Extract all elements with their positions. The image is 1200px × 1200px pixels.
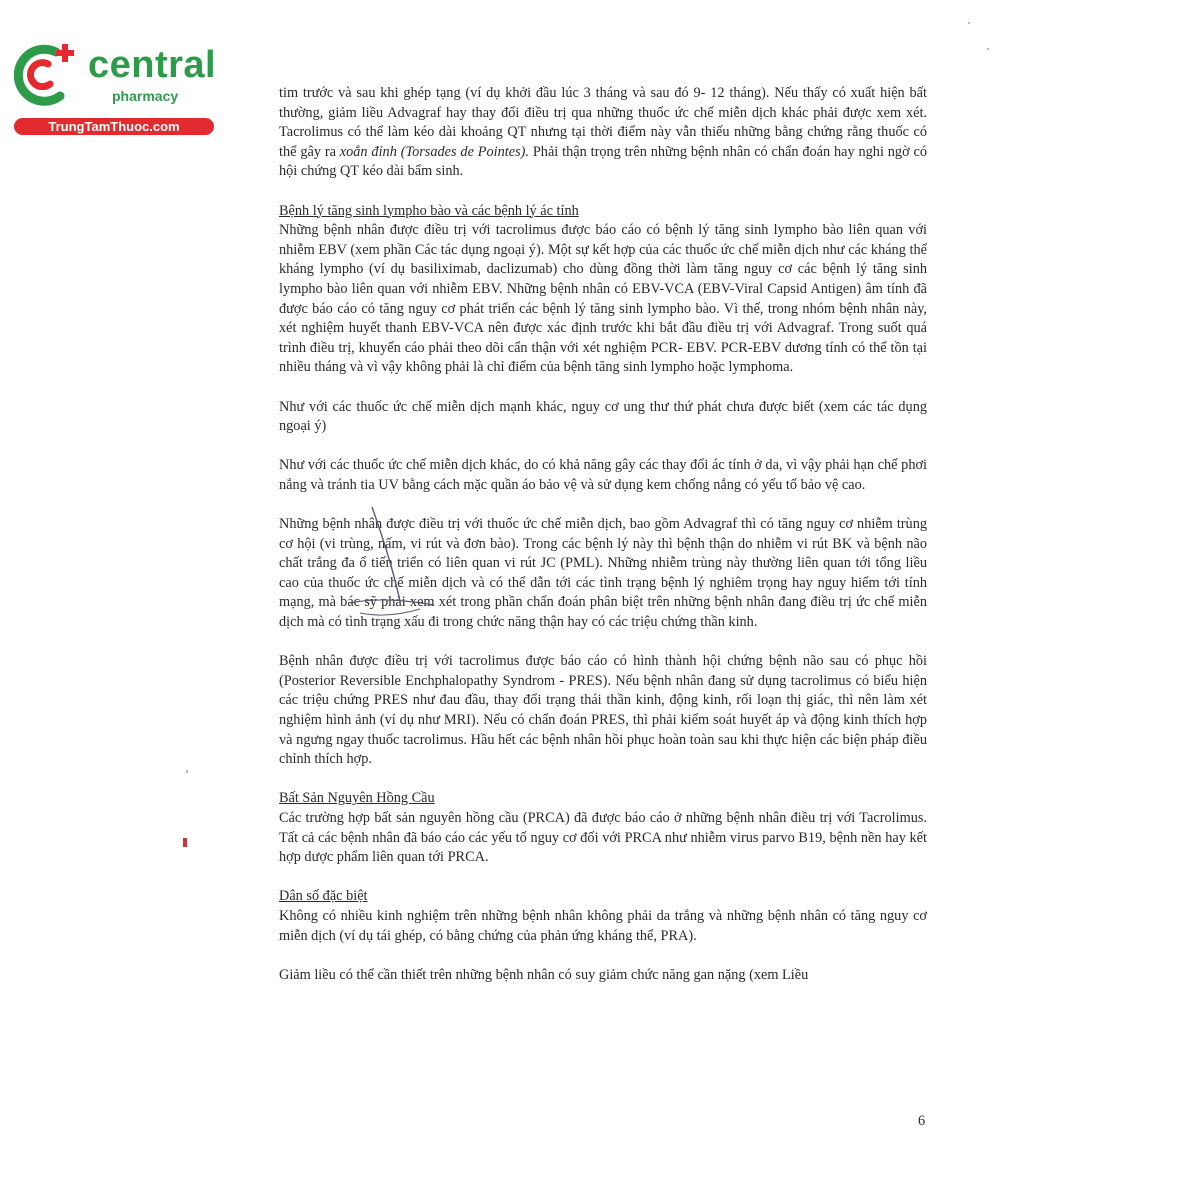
scan-speck [183,838,187,847]
paragraph-infection: Những bệnh nhân được điều trị với thuốc ức chế miễn dịch, bao gồm Advagraf thì có tăng nguy cơ nhiễm trùng cơ hội (vi trùng, nấm, vi rút và đơn bào). Trong các bệnh lý này thì bệnh thận do nhiễm vi rút BK và bệnh não chất trắng đa ổ tiến triển có liên quan vi rút JC (PML). Những nhiễm trùng này thường liên quan tới tổng liều cao của thuốc ức chế miễn dịch và có thể dẫn tới các tình trạng bệnh lý nghiêm trọng hay nguy hiểm tới tính mạng, mà bác sỹ phải xem xét trong phần chẩn đoán phân biệt trên những bệnh nhân đang điều trị ức chế miễn dịch mà có tình trạng xấu đi trong chức năng thận hay có các triệu chứng thần kinh. [279,516,927,631]
logo-subtitle: pharmacy [112,88,179,104]
section-heading-special-population: Dân số đặc biệt [279,888,368,905]
central-pharmacy-logo[interactable] [10,38,215,138]
scan-speck [968,22,970,24]
scan-speck [987,48,989,50]
paragraph-liver: Giảm liều có thể cần thiết trên những bệnh nhân có suy giảm chức năng gan nặng (xem Liều [279,966,809,983]
intro-text-end: Phải thận trọng trên những bệnh nhân có chẩn đoán hay nghi ngờ có hội chứng QT kéo dài bẩm sinh. [279,143,927,180]
pharmacy-cross-logo-icon [10,38,82,110]
intro-italic-term: xoắn đỉnh (Torsades de Pointes). [339,143,529,160]
intro-text: tim trước và sau khi ghép tạng (ví dụ khởi đầu lúc 3 tháng và sau đó 9- 12 tháng). Nếu thấy có xuất hiện bất thường, giảm liều Advagraf hay thay đổi điều trị qua những thuốc ức chế miễn dịch khác phải được xem xét. Tacrolimus có thể làm kéo dài khoảng QT nhưng tại thời điểm này vẫn thiếu những bằng chứng rằng thuốc có thể gây ra [279,85,927,160]
intro-paragraph [279,84,927,182]
paragraph-skin: Như với các thuốc ức chế miễn dịch khác, do có khả năng gây các thay đổi ác tính ở da, vì vậy phải hạn chế phơi nắng và tránh tia UV bằng cách mặc quần áo bảo vệ và sử dụng kem chống nắng có yếu tố bảo vệ cao. [279,457,927,493]
section-body-special-population: Không có nhiều kinh nghiệm trên những bệnh nhân không phải da trắng và những bệnh nhân có tăng nguy cơ miễn dịch (ví dụ tái ghép, có bằng chứng của phản ứng kháng thể, PRA). [279,907,927,944]
section-heading-prca: Bất Sản Nguyên Hồng Cầu [279,790,435,807]
scan-speck [186,770,188,773]
logo-website-banner[interactable]: TrungTamThuoc.com [14,118,214,135]
logo-name: central [88,44,217,86]
pen-mark-icon [330,505,440,635]
page-number: 6 [918,1113,926,1129]
paragraph-cancer-risk: Như với các thuốc ức chế miễn dịch mạnh khác, nguy cơ ung thư thứ phát chưa được biết (xem các tác dụng ngoại ý) [279,398,927,435]
section-body-prca: Các trường hợp bất sản nguyên hồng cầu (PRCA) đã được báo cáo ở những bệnh nhân điều trị với Tacrolimus. Tất cả các bệnh nhân đã báo cáo các yếu tố nguy cơ đối với PRCA như nhiễm virus parvo B19, bệnh nền hay kết hợp dược phẩm liên quan tới PRCA. [279,809,927,866]
paragraph-pres: Bệnh nhân được điều trị với tacrolimus được báo cáo có hình thành hội chứng bệnh não sau có phục hồi (Posterior Reversible Enchphalopathy Syndrom - PRES). Nếu bệnh nhân đang sử dụng tacrolimus có biểu hiện các triệu chứng PRES như đau đầu, thay đổi trạng thái thần kinh, động kinh, rối loạn thị giác, thì nên làm xét nghiệm hình ảnh (ví dụ như MRI). Nếu có chẩn đoán PRES, thì phải kiểm soát huyết áp và động kinh thích hợp và ngưng ngay thuốc tacrolimus. Hầu hết các bệnh nhân hồi phục hoàn toàn sau khi thực hiện các biện pháp điều chỉnh thích hợp. [279,653,927,768]
section-body-lympho: Những bệnh nhân được điều trị với tacrolimus được báo cáo có bệnh lý tăng sinh lympho bào liên quan với nhiễm EBV (xem phần Các tác dụng ngoại ý). Một sự kết hợp của các thuốc ức chế miễn dịch như các kháng thể kháng lympho (ví dụ basiliximab, daclizumab) cho dùng đồng thời làm tăng nguy cơ các bệnh lý tăng sinh lympho bào liên quan với nhiễm EBV. Những bệnh nhân có EBV-VCA (EBV-Viral Capsid Antigen) âm tính đã được báo cáo có tăng nguy cơ phát triển các bệnh lý tăng sinh lympho bào. Vì thế, trong nhóm bệnh nhân này, xét nghiệm huyết thanh EBV-VCA nên được xác định trước khi bắt đầu điều trị với Advagraf. Trong suốt quá trình điều trị, khuyến cáo phải theo dõi cẩn thận với xét nghiệm PCR- EBV. PCR-EBV dương tính có thể tồn tại nhiều tháng và vì vậy không phải là chỉ điểm của bệnh tăng sinh lympho hoặc lymphoma. [279,222,927,376]
section-heading-lympho: Bệnh lý tăng sinh lympho bào và các bệnh lý ác tính [279,202,579,219]
